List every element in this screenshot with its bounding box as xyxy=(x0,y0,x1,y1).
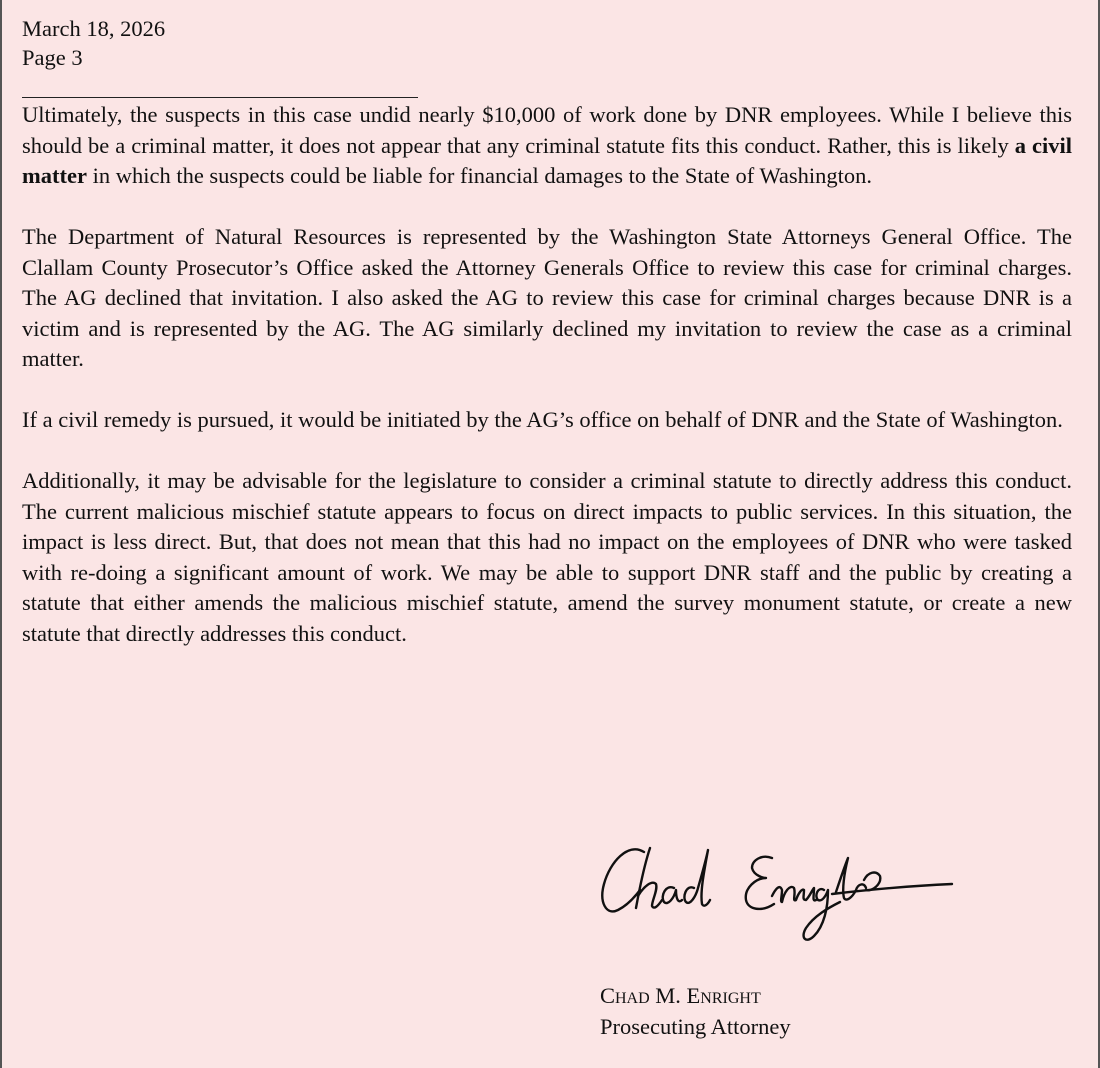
paragraph-1-emphasis: a civil matter xyxy=(22,132,1072,188)
letter-header xyxy=(22,14,165,72)
signer-title: Prosecuting Attorney xyxy=(600,1013,791,1039)
handwritten-signature xyxy=(596,840,956,950)
letter-body xyxy=(22,100,1072,680)
paragraph-civil-remedy: If a civil remedy is pursued, it would be initiated by the AG’s office on behalf of DNR and the State of Washington. xyxy=(22,407,1063,432)
page-number: Page 3 xyxy=(22,45,83,70)
signer-name: Chad M. Enright xyxy=(600,983,761,1008)
paragraph-1-text-b: in which the suspects could be liable for financial damages to the State of Washington. xyxy=(86,163,873,188)
signer-block xyxy=(600,981,791,1042)
paragraph-civil-matter xyxy=(22,100,1072,192)
letter-date: March 18, 2026 xyxy=(22,16,166,41)
paragraph-legislature: Additionally, it may be advisable for the legislature to consider a criminal statute to directly address this conduct. The current malicious mischief statute appears to focus on direct impacts to public services. In this situation, the impact is less direct. But, that does not mean that this had no impact on the employees of DNR who were tasked with re-doing a significant amount of work. We may be able to support DNR staff and the public by creating a statute that either amends the malicious mischief statute, amend the survey monument statute, or create a new statute that directly addresses this conduct. xyxy=(22,468,1072,646)
paragraph-1-text-a: Ultimately, the suspects in this case undid nearly $10,000 of work done by DNR employees. While I believe this should be a criminal matter, it does not appear that any criminal statute fits this conduct. Rather, this is likely xyxy=(22,102,1072,158)
paragraph-attorney-general: The Department of Natural Resources is represented by the Washington State Attorneys General Office. The Clallam County Prosecutor’s Office asked the Attorney Generals Office to review this case for criminal charges. The AG declined that invitation. I also asked the AG to review this case for criminal charges because DNR is a victim and is represented by the AG. The AG similarly declined my invitation to review the case as a criminal matter. xyxy=(22,224,1072,371)
header-rule xyxy=(22,97,418,98)
